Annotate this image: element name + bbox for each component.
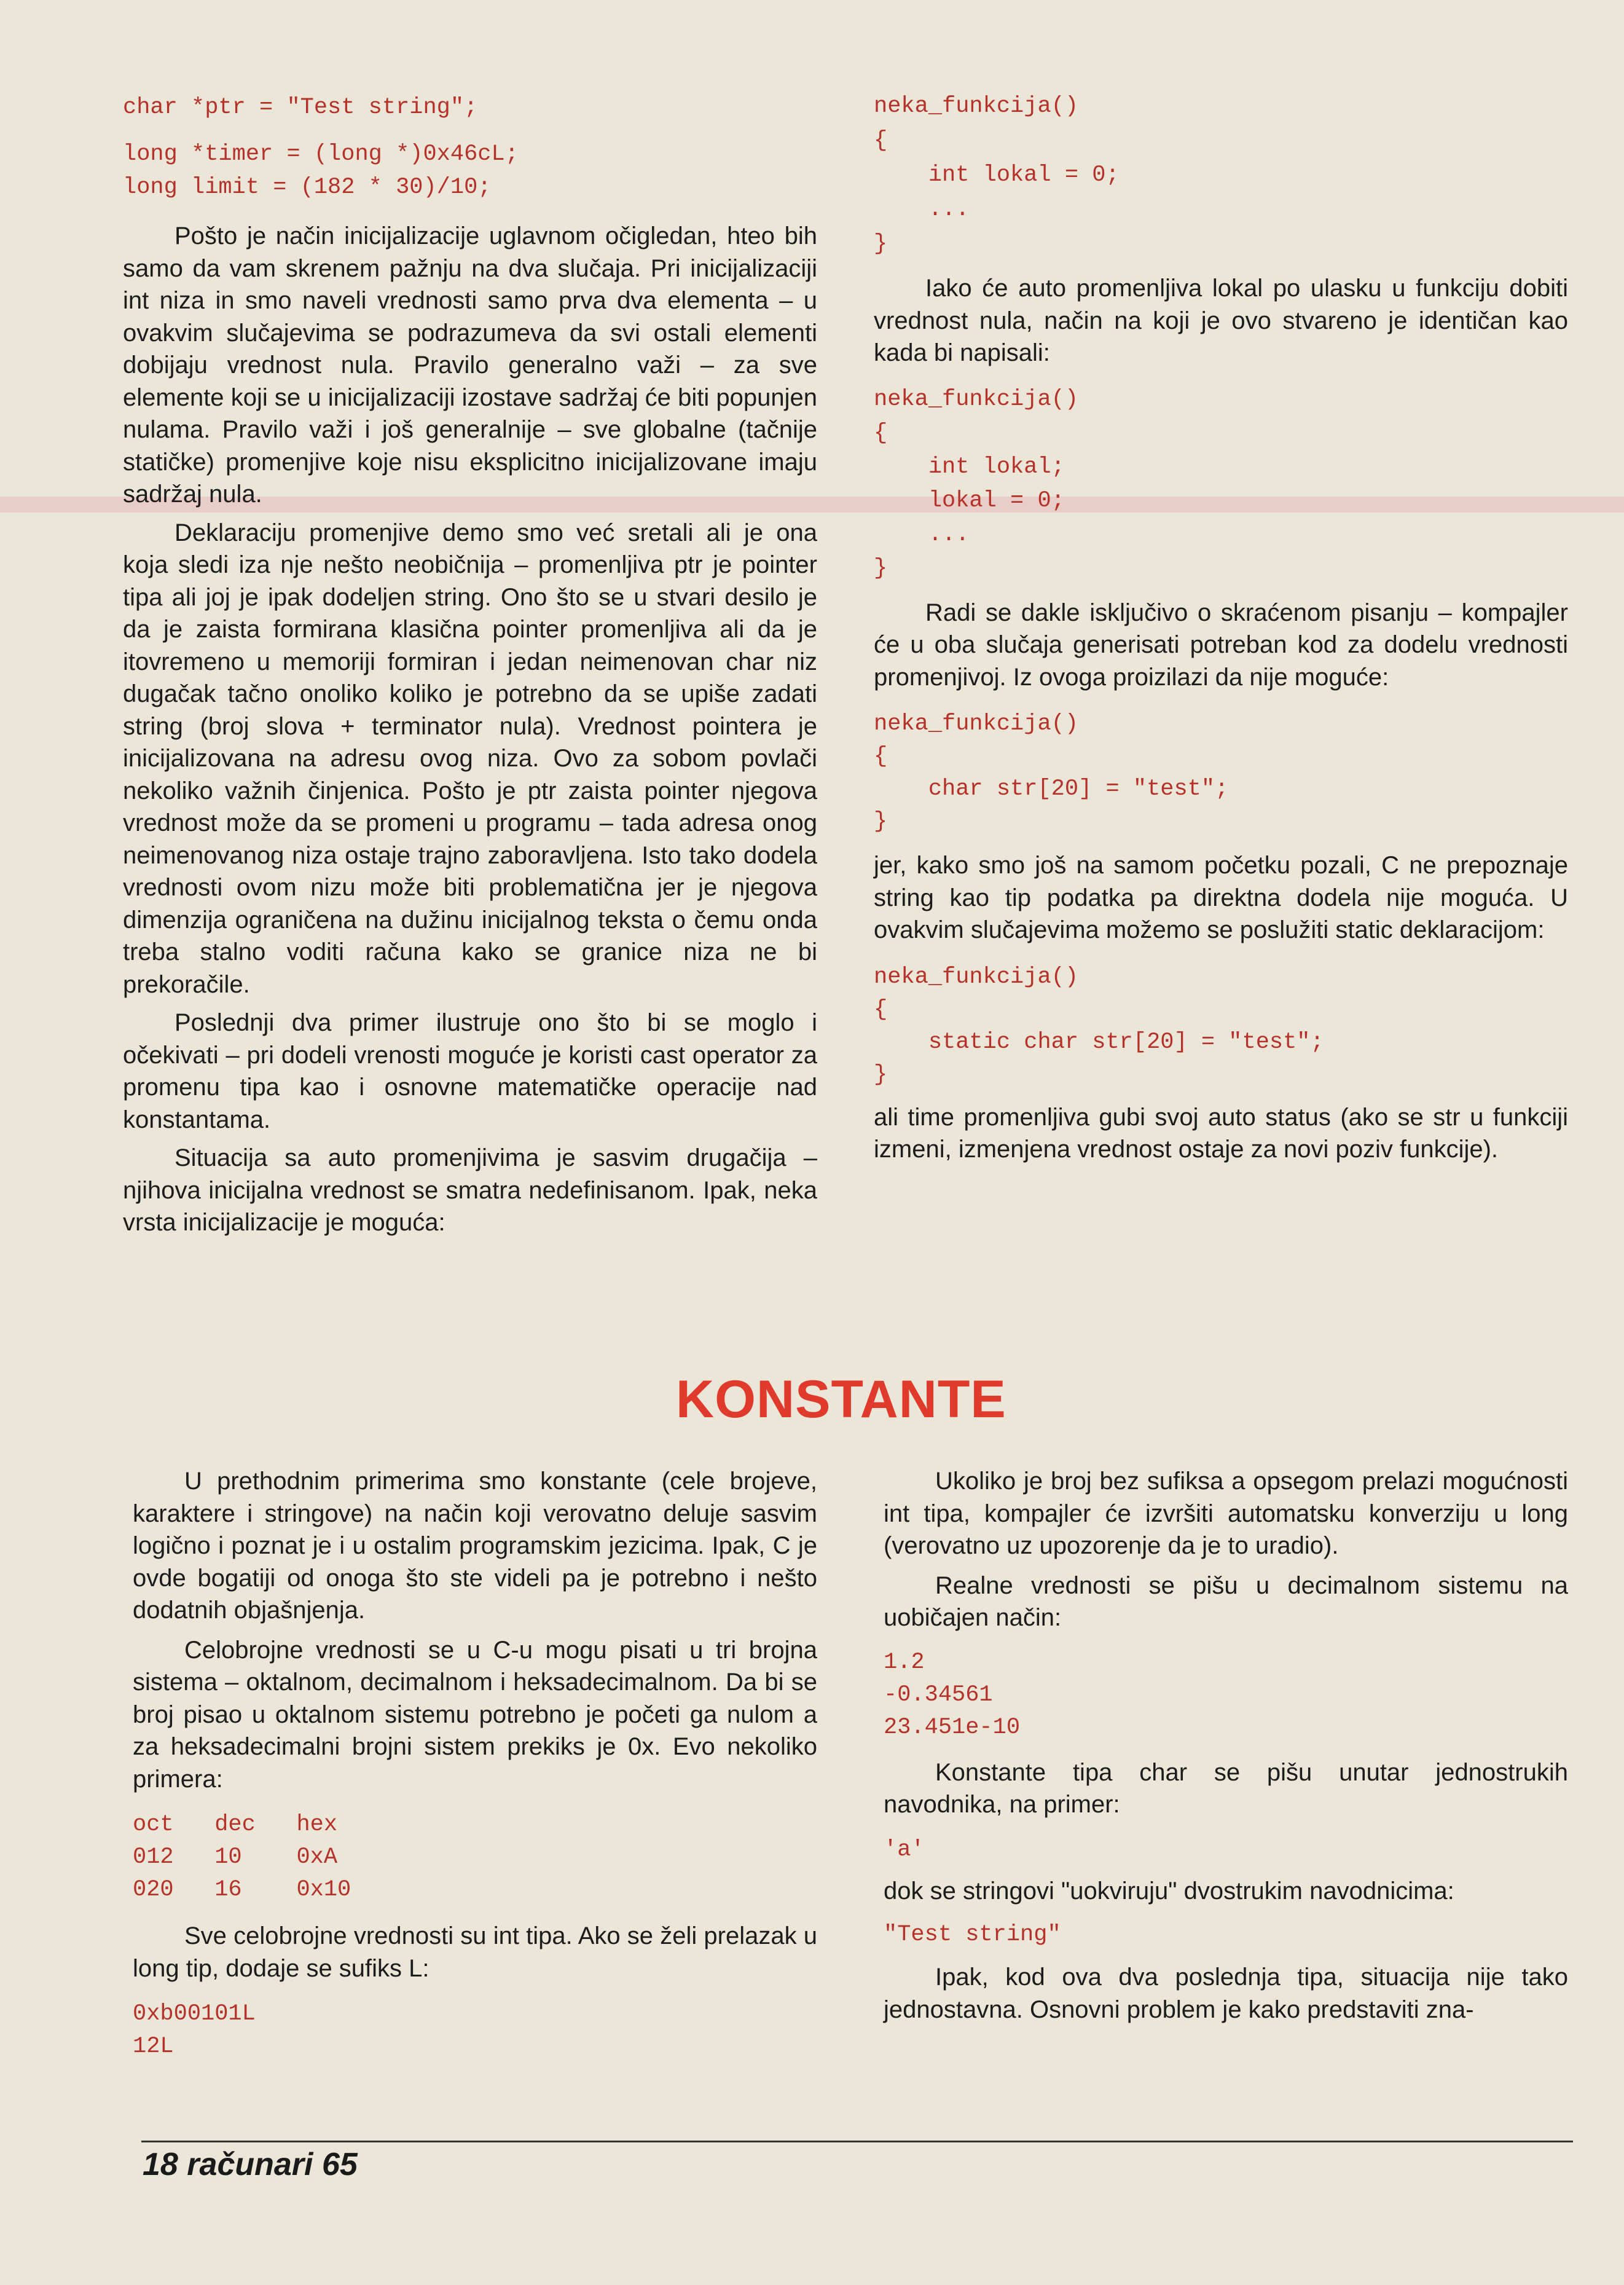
paragraph: Celobrojne vrednosti se u C-u mogu pisati u tri brojna sistema – oktalnom, decimalnom i heksadecimalnom. Da bi se broj pisao u oktalnom sistemu potrebno je početi ga nulom a za heksadecimalni brojni sistem prekiks je 0x. Evo nekoliko primera: (133, 1636, 817, 1793)
code-line: } (874, 809, 888, 835)
footer-rule (141, 2141, 1573, 2142)
left-column-bottom (133, 1465, 817, 2063)
code-block-long-suffix (133, 1998, 817, 2063)
code-line: long limit = (182 * 30)/10; (123, 175, 492, 200)
code-line: neka_funkcija() (874, 93, 1079, 119)
code-line: int lokal = 0; (874, 162, 1120, 188)
paragraph: Iako će auto promenljiva lokal po ulasku u funkciju dobiti vrednost nula, način na koji je ovo stvareno je identičan kao kada bi napisali: (874, 275, 1568, 366)
paragraph: Deklaraciju promenjive demo smo već sretali ali je ona koja sledi iza nje nešto neobičnija – promenljiva ptr je pointer tipa ali joj je ipak dodeljen string. Ono što se u stvari desilo je da je zaista formirana klasična pointer promenljiva ali da je itovremeno u memoriji formiran i jedan neimenovan char niz dugačak tačno onoliko koliko je potrebno da se upiše zadati string (broj slova + terminator nula). Vrednost pointera je inicijalizovana na adresu ovog niza. Ovo za sobom povlači nekoliko važnih činjenica. Pošto je ptr zaista pointer njegova vrednost može da se promeni u programu – tada adresa onog neimenovanog niza ostaje trajno zaboravljena. Isto tako dodela vrednosti ovom nizu može biti problematična jer je njegova dimenzija ograničena na dužinu inicijalnog teksta o čemu onda treba stalno voditi računa kako se granice niza ne bi prekoračile. (123, 519, 817, 998)
code-line: neka_funkcija() (874, 711, 1079, 737)
code-line: } (874, 555, 888, 581)
code-block-ptr (123, 91, 817, 124)
code-line: neka_funkcija() (874, 964, 1079, 990)
code-line: static char str[20] = "test"; (874, 1029, 1324, 1055)
code-block-lokal-init (874, 89, 1568, 261)
right-column-bottom (884, 1465, 1568, 2026)
code-block-char-literal (884, 1833, 1568, 1866)
code-block-char-str (874, 708, 1568, 838)
paragraph: Realne vrednosti se pišu u decimalnom sistemu na uobičajen način: (884, 1571, 1568, 1631)
paragraph: Sve celobrojne vrednosti su int tipa. Ako se želi prelazak u long tip, dodaje se sufiks L: (133, 1922, 817, 1982)
left-column-top (123, 91, 817, 1239)
right-column-top (874, 89, 1568, 1166)
code-line: int lokal; (874, 454, 1065, 480)
code-block-static-str (874, 961, 1568, 1091)
paragraph: Pošto je način inicijalizacije uglavnom očigledan, hteo bih samo da vam skrenem pažnju na dva slučaja. Pri inicijalizaciji int niza in smo naveli vrednosti samo prva dva elementa – u ovakvim slučajevima se podrazumeva da svi ostali elementi dobijaju vrednost nula. Pravilo generalno važi – za sve elemente koji se u inicijalizaciji izostave sadržaj će biti popunjen nulama. Pravilo važi i još generalnije – sve globalne (tačnije statičke) promenjive koje nisu eksplicitno inicijalizovane imaju sadržaj nula. (123, 222, 817, 508)
code-line: ... (874, 521, 970, 548)
code-line: 012 10 0xA (133, 1844, 338, 1870)
code-line: char *ptr = "Test string"; (123, 95, 478, 120)
code-line: "Test string" (884, 1922, 1061, 1948)
paragraph: Konstante tipa char se pišu unutar jednostrukih navodnika, na primer: (884, 1758, 1568, 1818)
code-line: } (874, 231, 888, 257)
code-line: 'a' (884, 1836, 925, 1863)
code-line: -0.34561 (884, 1681, 993, 1708)
code-block-long (123, 138, 817, 204)
paragraph: U prethodnim primerima smo konstante (cele brojeve, karaktere i stringove) na način koji verovatno deluje sasvim logično i poznat je i u ostalim programskim jezicima. Ipak, C je ovde bogatiji od onoga što ste videli pa je potrebno i nešto dodatnih objašnjenja. (133, 1468, 817, 1624)
paragraph: Ukoliko je broj bez sufiksa a opsegom prelazi mogućnosti int tipa, kompajler će izvršiti automatsku konverziju u long (verovatno uz upozorenje da je to uradio). (884, 1468, 1568, 1559)
code-line: ... (874, 197, 970, 222)
code-line: 23.451e-10 (884, 1714, 1021, 1740)
code-line: char str[20] = "test"; (874, 776, 1229, 802)
code-line: neka_funkcija() (874, 386, 1079, 412)
paragraph: dok se stringovi "uokviruju" dvostrukim navodnicima: (884, 1877, 1454, 1905)
code-line: long *timer = (long *)0x46cL; (123, 141, 519, 167)
code-line: 0xb00101L (133, 2001, 256, 2027)
code-line: { (874, 420, 888, 446)
code-block-real-values (884, 1646, 1568, 1744)
code-line: { (874, 128, 888, 154)
page-footer: 18 računari 65 (143, 2147, 358, 2182)
code-block-number-systems (133, 1809, 817, 1906)
code-line: { (874, 996, 888, 1023)
paragraph: ali time promenljiva gubi svoj auto status (ako se str u funkciji izmeni, izmenjena vrednost ostaje za novi poziv funkcije). (874, 1103, 1568, 1163)
code-block-lokal-assign (874, 383, 1568, 586)
paragraph: jer, kako smo još na samom početku pozali, C ne prepoznaje string kao tip podatka pa direktna dodela nije moguća. U ovakvim slučajevima možemo se poslužiti static deklaracijom: (874, 852, 1568, 943)
paragraph: Ipak, kod ova dva poslednja tipa, situacija nije tako jednostavna. Osnovni problem je kako predstaviti zna- (884, 1964, 1568, 2023)
code-line: } (874, 1061, 888, 1088)
code-block-string-literal (884, 1918, 1568, 1951)
paragraph: Poslednji dva primer ilustruje ono što bi se moglo i očekivati – pri dodeli vrenosti moguće je koristi cast operator za promenu tipa kao i osnovne matematičke operacije nad konstantama. (123, 1009, 817, 1133)
code-line: 1.2 (884, 1649, 925, 1675)
paragraph: Radi se dakle isključivo o skraćenom pisanju – kompajler će u oba slučaja generisati potreban kod za dodelu vrednosti promenjivoj. Iz ovoga proizilazi da nije moguće: (874, 599, 1568, 691)
code-line: 020 16 0x10 (133, 1877, 351, 1903)
code-line: oct dec hex (133, 1812, 338, 1838)
code-line: lokal = 0; (874, 487, 1065, 514)
code-line: 12L (133, 2034, 174, 2059)
section-heading: KONSTANTE (676, 1370, 1006, 1429)
paragraph: Situacija sa auto promenjivima je sasvim drugačija – njihova inicijalna vrednost se smatra nedefinisanom. Ipak, neka vrsta inicijalizacije je moguća: (123, 1144, 817, 1236)
code-line: { (874, 744, 888, 769)
